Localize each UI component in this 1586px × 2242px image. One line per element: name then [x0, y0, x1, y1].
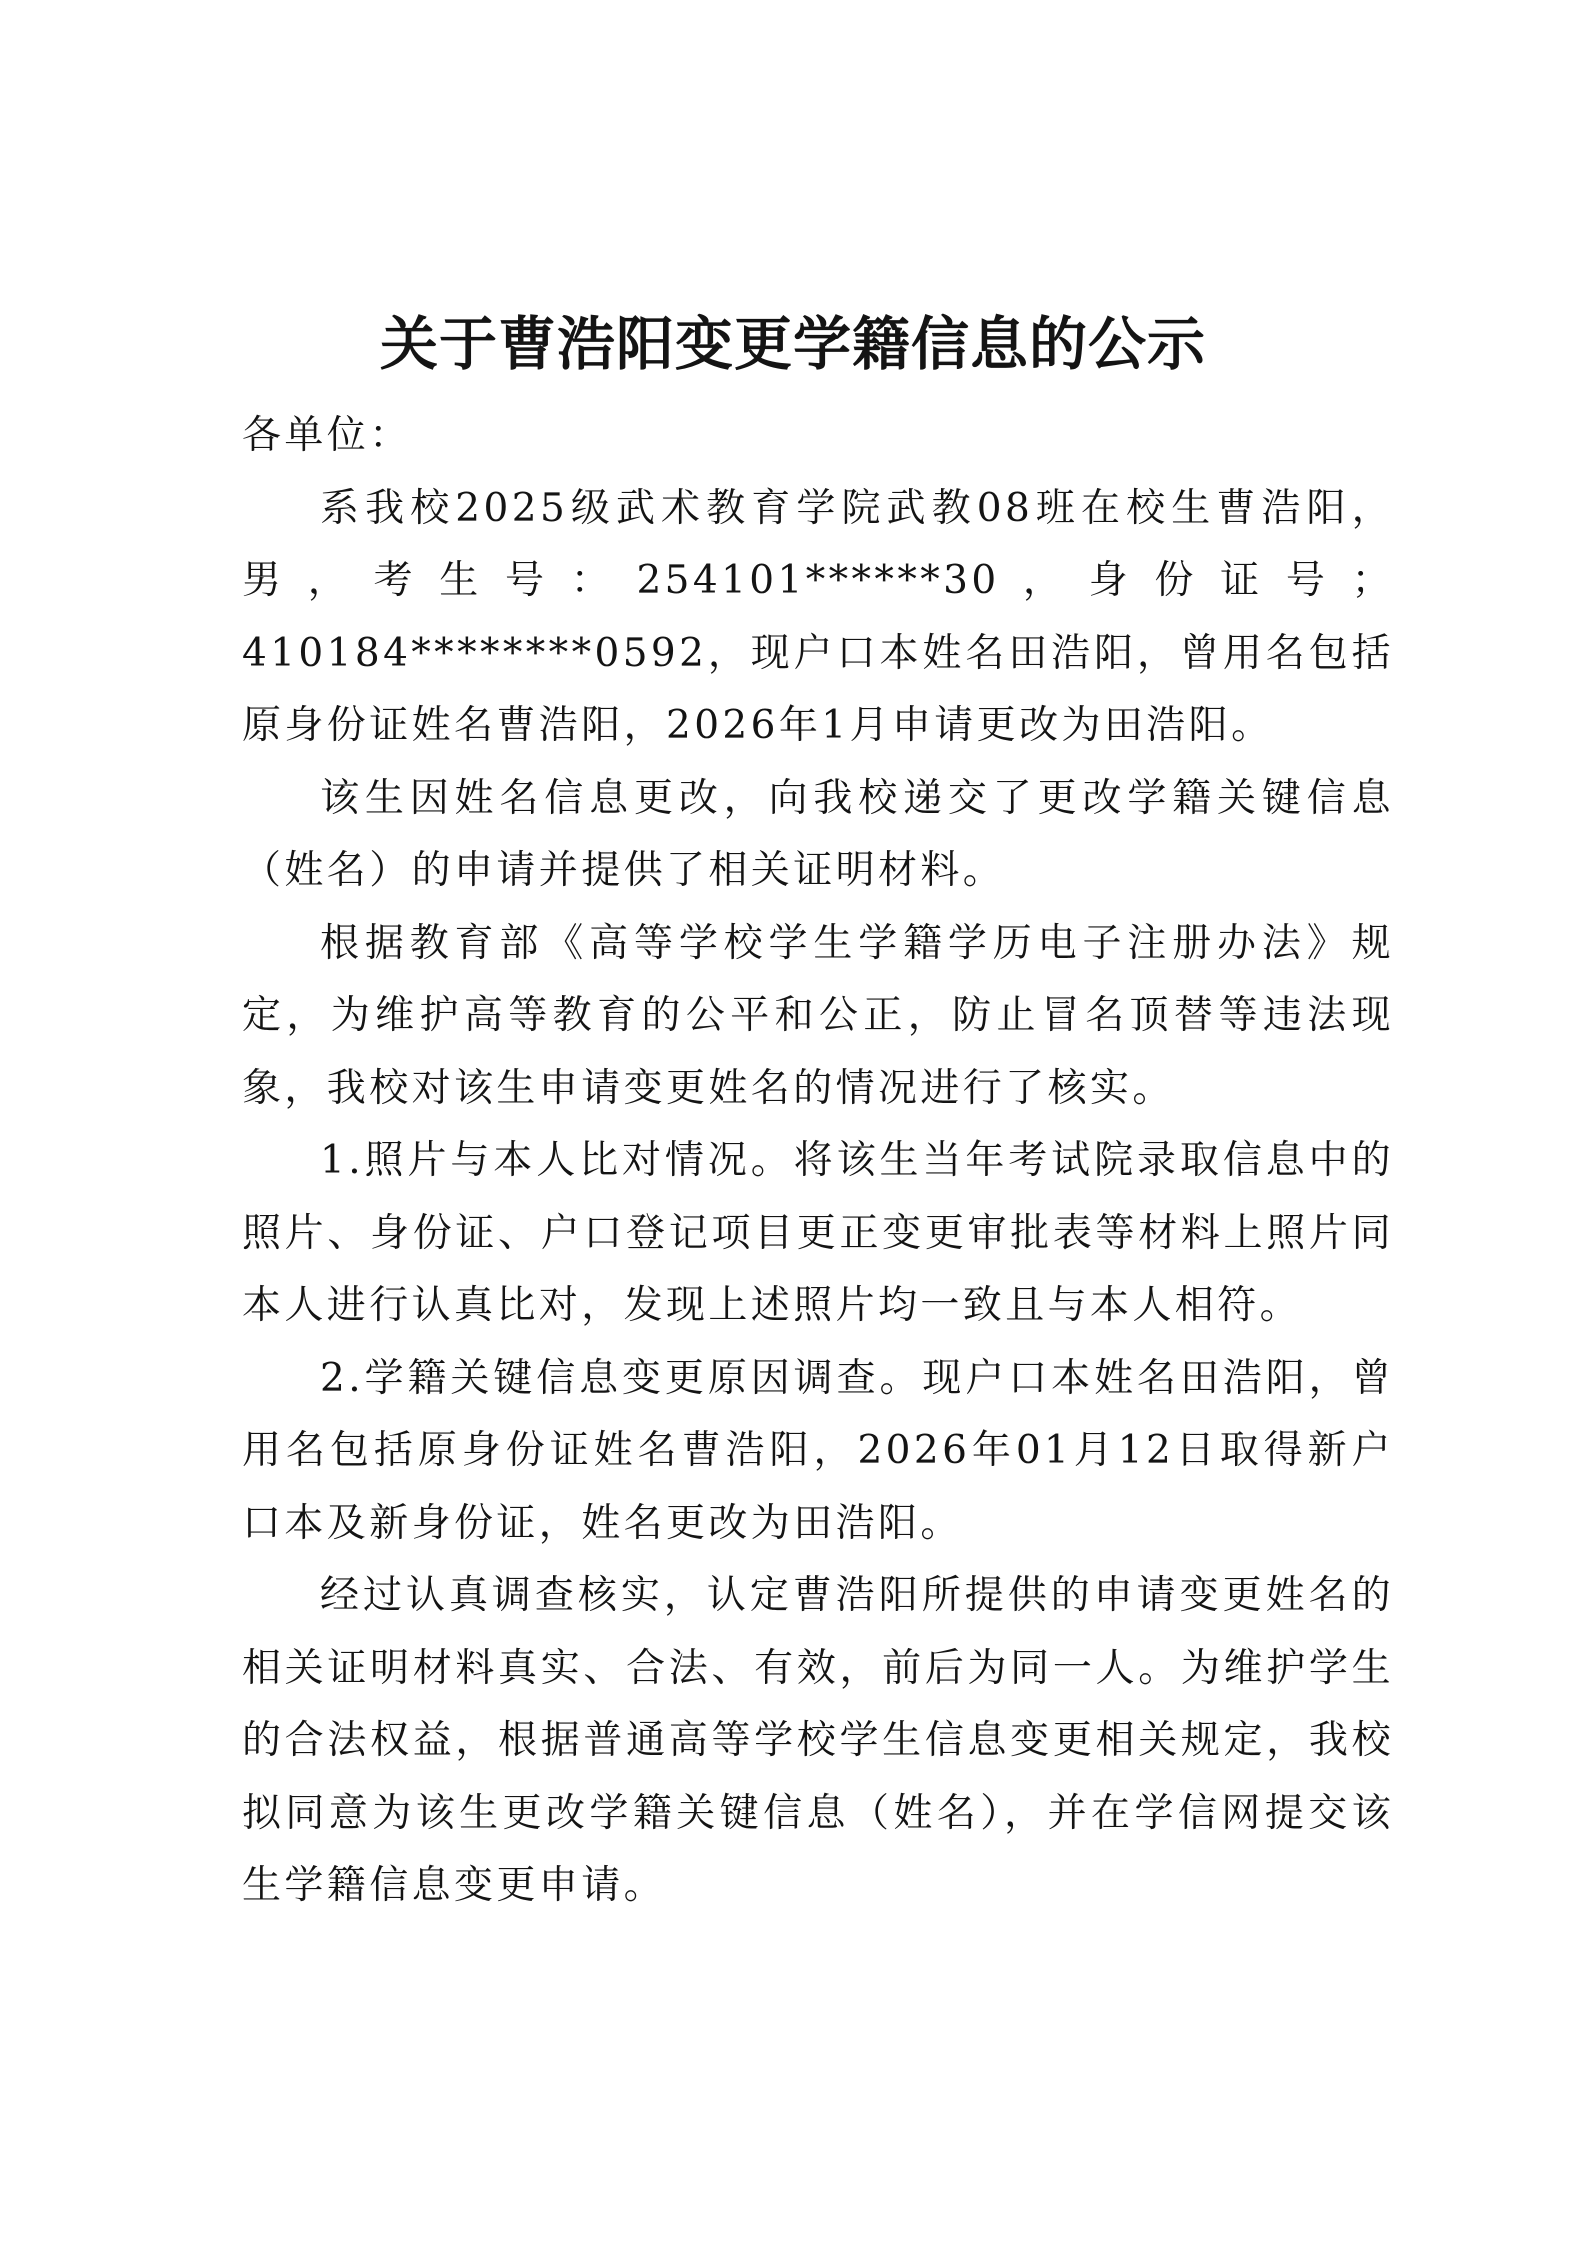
document-body	[242, 400, 1394, 1923]
paragraph-reason-investigation: 2.学籍关键信息变更原因调查。现户口本姓名田浩阳，曾用名包括原身份证姓名曹浩阳，2026年01月12日取得新户口本及新身份证，姓名更改为田浩阳。	[242, 1355, 1394, 1546]
paragraph-regulation: 根据教育部《高等学校学生学籍学历电子注册办法》规定，为维护高等教育的公平和公正，防止冒名顶替等违法现象，我校对该生申请变更姓名的情况进行了核实。	[242, 920, 1394, 1111]
paragraph-conclusion: 经过认真调查核实，认定曹浩阳所提供的申请变更姓名的相关证明材料真实、合法、有效，前后为同一人。为维护学生的合法权益，根据普通高等学校学生信息变更相关规定，我校拟同意为该生更改学籍关键信息（姓名），并在学信网提交该生学籍信息变更申请。	[242, 1573, 1394, 1908]
salutation: 各单位：	[242, 413, 412, 458]
document-title: 关于曹浩阳变更学籍信息的公示	[379, 310, 1206, 378]
paragraph-application: 该生因姓名信息更改，向我校递交了更改学籍关键信息（姓名）的申请并提供了相关证明材料。	[242, 775, 1394, 893]
paragraph-student-info: 系我校2025级武术教育学院武教08班在校生曹浩阳，男，考生号：254101******30，身份证号；410184********0592，现户口本姓名田浩阳，曾用名包括原身份证姓名曹浩阳，2026年1月申请更改为田浩阳。	[242, 485, 1394, 748]
paragraph-photo-check: 1.照片与本人比对情况。将该生当年考试院录取信息中的照片、身份证、户口登记项目更正变更审批表等材料上照片同本人进行认真比对，发现上述照片均一致且与本人相符。	[242, 1138, 1394, 1328]
